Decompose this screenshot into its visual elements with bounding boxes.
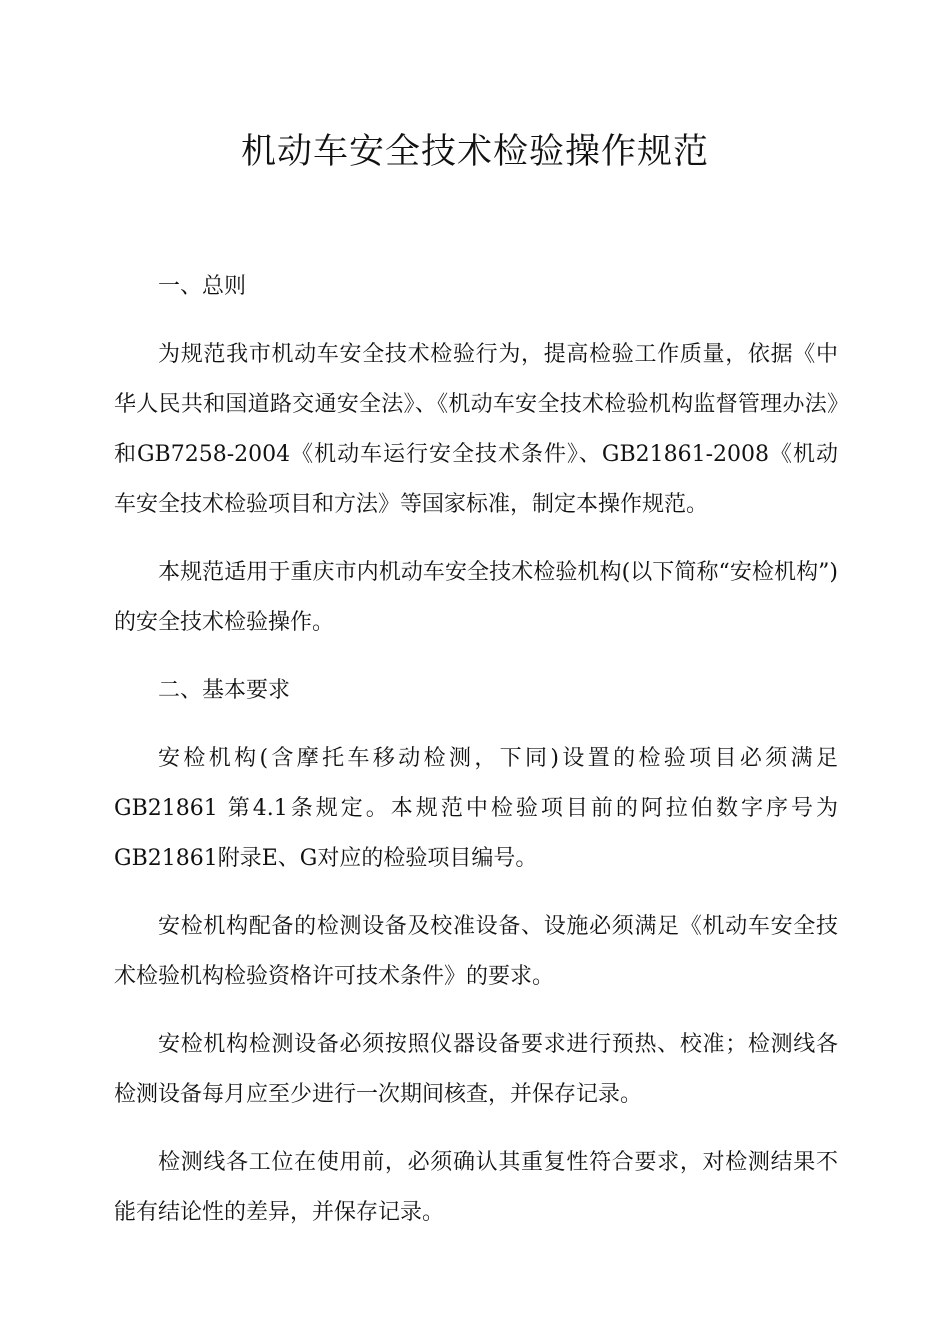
document-body <box>114 262 838 1256</box>
paragraph: 安检机构(含摩托车移动检测，下同)设置的检验项目必须满足GB21861 第4.1条规定。本规范中检验项目前的阿拉伯数字序号为GB21861附录E、G对应的检验项目编号。 <box>114 746 838 871</box>
section-heading: 一、总则 <box>158 274 247 299</box>
paragraph: 检测线各工位在使用前，必须确认其重复性符合要求，对检测结果不能有结论性的差异，并保存记录。 <box>114 1150 838 1225</box>
document-title: 机动车安全技术检验操作规范 <box>240 132 709 172</box>
section-basic-requirements <box>114 666 838 1238</box>
section-heading: 二、基本要求 <box>158 678 291 703</box>
paragraph: 安检机构配备的检测设备及校准设备、设施必须满足《机动车安全技术检验机构检验资格许可技术条件》的要求。 <box>114 914 838 989</box>
section-general <box>114 262 838 648</box>
paragraph: 为规范我市机动车安全技术检验行为，提高检验工作质量，依据《中华人民共和国道路交通安全法》、《机动车安全技术检验机构监督管理办法》和GB7258-2004《机动车运行安全技术条件》、GB21861-2008《机动车安全技术检验项目和方法》等国家标准，制定本操作规范。 <box>114 342 838 517</box>
paragraph: 安检机构检测设备必须按照仪器设备要求进行预热、校准；检测线各检测设备每月应至少进行一次期间核查，并保存记录。 <box>114 1032 838 1107</box>
paragraph: 本规范适用于重庆市内机动车安全技术检验机构(以下简称“安检机构”)的安全技术检验操作。 <box>114 560 838 635</box>
